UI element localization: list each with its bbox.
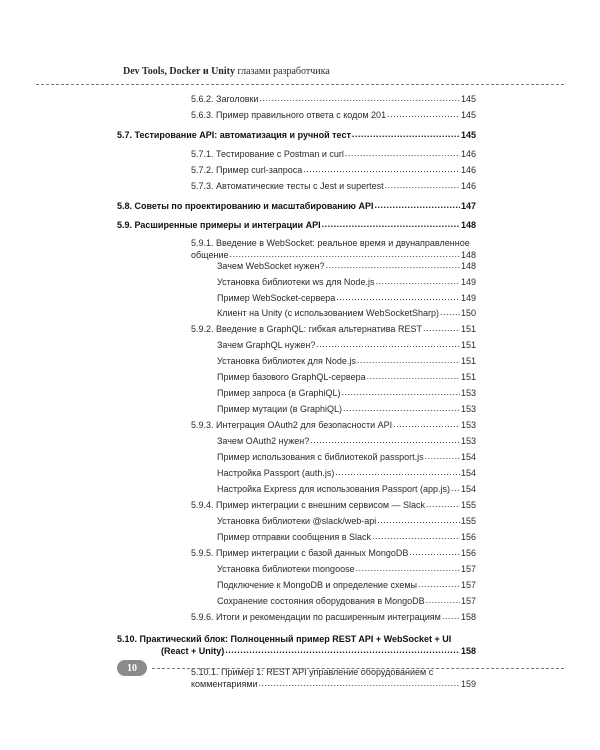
toc-entry-page: 149 — [460, 277, 476, 287]
toc-subentry — [217, 388, 476, 399]
toc-entry-label: 5.9. Расширенные примеры и интеграции API — [117, 220, 321, 230]
toc-entry-multiline — [191, 237, 476, 261]
toc-entry-page: 155 — [460, 516, 476, 526]
toc-entry — [191, 165, 476, 176]
toc-entry-label: Установка библиотеки @slack/web-api — [217, 516, 377, 526]
toc-entry-page: 153 — [460, 420, 476, 430]
toc-entry-label: 5.9.1. Введение в WebSocket: реальное время и двунаправленное — [191, 238, 470, 248]
toc-leader-dots — [259, 677, 460, 689]
toc-entry-label: Пример использования с библиотекой passport.js — [217, 452, 424, 462]
toc-subentry — [217, 308, 476, 319]
toc-entry-page: 158 — [460, 612, 476, 622]
toc-entry-label: 5.9.2. Введение в GraphQL: гибкая альтернатива REST — [191, 324, 422, 334]
toc-leader-dots — [426, 595, 460, 606]
toc-leader-dots — [259, 93, 460, 104]
toc-leader-dots — [335, 467, 460, 478]
toc-entry-label: Настройка Passport (auth.js) — [217, 468, 335, 478]
toc-subentry — [217, 340, 476, 351]
toc-entry-page: 155 — [460, 500, 476, 510]
toc-entry-page: 154 — [460, 484, 476, 494]
toc-subentry — [217, 293, 476, 304]
toc-leader-dots — [229, 248, 459, 260]
toc-entry-page: 148 — [460, 220, 476, 230]
toc-leader-dots — [343, 403, 460, 414]
toc-subentry — [217, 484, 476, 495]
toc-entry — [191, 612, 476, 623]
toc-entry-label: 5.10. Практический блок: Полноценный пример REST API + WebSocket + UI — [117, 634, 452, 644]
toc-entry-label: 5.10.1. Пример 1: REST API управление оборудованием с — [191, 667, 434, 677]
toc-leader-dots — [357, 355, 460, 366]
header-title-normal: глазами разработчика — [237, 66, 330, 77]
toc-entry-page: 158 — [460, 646, 476, 656]
toc-entry-label: 5.9.4. Пример интеграции с внешним сервисом — Slack — [191, 500, 426, 510]
toc-leader-dots — [367, 371, 460, 382]
toc-entry-label: Пример базового GraphQL-сервера — [217, 372, 366, 382]
toc-entry-label: 5.7.3. Автоматические тесты с Jest и supertest — [191, 181, 384, 191]
page-number: 10 — [127, 662, 137, 674]
toc-subentry — [217, 516, 476, 527]
toc-entry-label: Пример WebSocket-сервера — [217, 293, 336, 303]
toc-entry-label-continued: общение — [191, 250, 229, 260]
header-divider — [36, 84, 564, 85]
toc-leader-dots — [316, 339, 460, 350]
toc-leader-dots — [377, 515, 460, 526]
toc-section — [117, 220, 476, 231]
toc-leader-dots — [372, 531, 460, 542]
toc-entry-label: 5.9.5. Пример интеграции с базой данных MongoDB — [191, 548, 409, 558]
toc-entry-page: 145 — [460, 130, 476, 140]
toc-leader-dots — [418, 579, 460, 590]
toc-subentry — [217, 564, 476, 575]
toc-entry-page: 148 — [460, 250, 476, 260]
toc-section — [117, 201, 476, 212]
toc-entry-label: Пример мутации (в GraphiQL) — [217, 404, 343, 414]
toc-entry-page: 148 — [460, 261, 476, 271]
toc-subentry — [217, 532, 476, 543]
toc-leader-dots — [322, 219, 460, 230]
toc-entry-page: 151 — [460, 340, 476, 350]
header-title-bold: Dev Tools, Docker и Unity — [123, 66, 235, 77]
toc-entry-label: 5.6.3. Пример правильного ответа с кодом 201 — [191, 110, 387, 120]
toc-entry — [191, 324, 476, 335]
toc-entry-label: Пример отправки сообщения в Slack — [217, 532, 371, 542]
toc-entry-page: 151 — [460, 356, 476, 366]
toc-entry-page: 149 — [460, 293, 476, 303]
toc-section-multiline — [117, 633, 476, 657]
toc-entry-label: Настройка Express для использования Passport (app.js) — [217, 484, 450, 494]
toc-entry-page: 146 — [460, 149, 476, 159]
toc-entry-page: 154 — [460, 468, 476, 478]
toc-subentry — [217, 356, 476, 367]
toc-entry-page: 157 — [460, 596, 476, 606]
toc-entry-label: Зачем OAuth2 нужен? — [217, 436, 310, 446]
toc-entry-label: 5.9.3. Интеграция OAuth2 для безопасности API — [191, 420, 393, 430]
toc-entry-page: 150 — [460, 308, 476, 318]
toc-leader-dots — [442, 611, 460, 622]
toc-entry-page: 146 — [460, 165, 476, 175]
toc-entry-page: 153 — [460, 404, 476, 414]
toc-entry-page: 145 — [460, 94, 476, 104]
toc-entry-label: 5.6.2. Заголовки — [191, 94, 259, 104]
footer-divider — [152, 668, 564, 669]
toc-entry-page: 159 — [460, 679, 476, 689]
toc-entry — [191, 548, 476, 559]
toc-subentry — [217, 277, 476, 288]
toc-entry-label: 5.8. Советы по проектированию и масштабированию API — [117, 201, 374, 211]
toc-entry-label: Пример запроса (в GraphiQL) — [217, 388, 341, 398]
toc-leader-dots — [374, 200, 460, 211]
toc-leader-dots — [326, 260, 460, 271]
toc-entry-page: 156 — [460, 548, 476, 558]
toc-leader-dots — [387, 109, 460, 120]
toc-leader-dots — [425, 451, 460, 462]
toc-section — [117, 130, 476, 141]
toc-leader-dots — [336, 292, 460, 303]
toc-leader-dots — [345, 148, 460, 159]
toc-entry-page: 151 — [460, 372, 476, 382]
toc-entry-page: 156 — [460, 532, 476, 542]
toc-subentry — [217, 372, 476, 383]
toc-leader-dots — [393, 419, 460, 430]
toc-entry-label: 5.9.6. Итоги и рекомендации по расширенным интеграциям — [191, 612, 441, 622]
toc-entry-page: 153 — [460, 388, 476, 398]
toc-entry-label: Подключение к MongoDB и определение схемы — [217, 580, 418, 590]
toc-subentry — [217, 580, 476, 591]
toc-leader-dots — [440, 307, 460, 318]
toc-entry-label: Сохранение состояния оборудования в MongoDB — [217, 596, 425, 606]
toc-subentry — [217, 261, 476, 272]
page-number-badge — [117, 660, 147, 676]
toc-entry-label: Установка библиотеки mongoose — [217, 564, 355, 574]
toc-leader-dots — [426, 499, 460, 510]
toc-entry-label: Установка библиотек для Node.js — [217, 356, 356, 366]
toc-entry-multiline — [191, 666, 476, 690]
toc-leader-dots — [303, 164, 460, 175]
toc-entry-page: 145 — [460, 110, 476, 120]
toc-entry-label: Клиент на Unity (с использованием WebSocketSharp) — [217, 308, 440, 318]
toc-entry-page: 147 — [460, 201, 476, 211]
toc-entry — [191, 181, 476, 192]
toc-entry — [191, 500, 476, 511]
toc-leader-dots — [356, 563, 460, 574]
toc-entry-page: 154 — [460, 452, 476, 462]
toc-leader-dots — [451, 483, 460, 494]
toc-leader-dots — [352, 129, 460, 140]
toc-entry-label: 5.7.1. Тестирование с Postman и curl — [191, 149, 344, 159]
toc-subentry — [217, 452, 476, 463]
toc-subentry — [217, 436, 476, 447]
toc-leader-dots — [385, 180, 460, 191]
toc-leader-dots — [310, 435, 460, 446]
toc-subentry — [217, 404, 476, 415]
toc-entry — [191, 94, 476, 105]
toc-entry-label: 5.7.2. Пример curl-запроса — [191, 165, 303, 175]
toc-entry — [191, 420, 476, 431]
toc-leader-dots — [225, 644, 460, 656]
toc-leader-dots — [409, 547, 460, 558]
toc-entry-label-continued: комментариями — [191, 679, 258, 689]
toc-leader-dots — [423, 323, 460, 334]
toc-leader-dots — [375, 276, 460, 287]
toc-subentry — [217, 468, 476, 479]
toc-entry-label: 5.7. Тестирование API: автоматизация и ручной тест — [117, 130, 351, 140]
toc-entry-page: 157 — [460, 580, 476, 590]
running-header — [123, 66, 330, 77]
toc-entry-label: Зачем GraphQL нужен? — [217, 340, 316, 350]
toc-entry-label: Установка библиотеки ws для Node.js — [217, 277, 375, 287]
toc-entry-page: 153 — [460, 436, 476, 446]
toc-entry-page: 146 — [460, 181, 476, 191]
toc-entry-page: 157 — [460, 564, 476, 574]
toc-entry — [191, 110, 476, 121]
toc-leader-dots — [342, 387, 460, 398]
toc-entry-page: 151 — [460, 324, 476, 334]
toc-entry — [191, 149, 476, 160]
toc-entry-label-continued: (React + Unity) — [161, 646, 225, 656]
toc-subentry — [217, 596, 476, 607]
toc-entry-label: Зачем WebSocket нужен? — [217, 261, 325, 271]
